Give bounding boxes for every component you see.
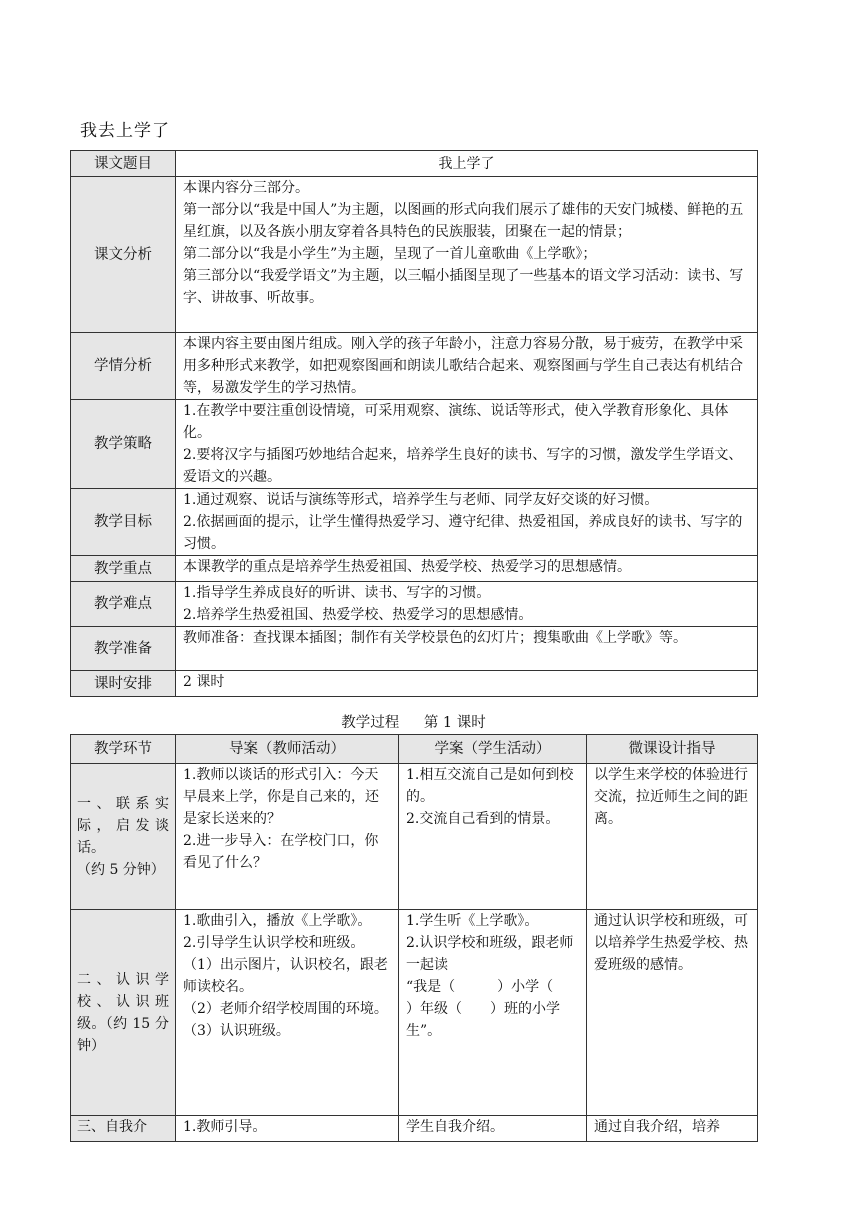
process-header-cell: 学案（学生活动） xyxy=(399,735,587,764)
info-row xyxy=(71,627,758,671)
info-row-line: 本课内容主要由图片组成。刚入学的孩子年龄小，注意力容易分散，易于疲劳，在教学中采用多种形式来教学，如把观察图画和朗读儿歌结合起来、观察图画与学生自己表达有机结合等，易激发学生的学习热情。 xyxy=(183,336,743,396)
info-row-label: 课文分析 xyxy=(71,177,176,333)
info-row-line: 第一部分以“我是中国人”为主题，以图画的形式向我们展示了雄伟的天安门城楼、鲜艳的五星红旗，以及各族小朋友穿着各具特色的民族服装，团聚在一起的情景； xyxy=(183,202,744,240)
info-row-content xyxy=(176,556,758,582)
info-row-line: 2 课时 xyxy=(183,674,225,690)
info-row-line: 2.要将汉字与插图巧妙地结合起来，培养学生良好的读书、写字的习惯，激发学生学语文、爱语文的兴趣。 xyxy=(183,447,743,485)
info-row-line: 1.指导学生养成良好的听讲、读书、写字的习惯。 xyxy=(183,585,491,601)
info-row-label: 教学重点 xyxy=(71,556,176,582)
process-guide-cell xyxy=(587,1116,758,1142)
info-row-line: 我上学了 xyxy=(438,155,495,172)
info-row-line: 2.培养学生热爱祖国、热爱学校、热爱学习的思想感情。 xyxy=(183,607,533,623)
process-teacher-line: 2.进一步导入：在学校门口，你看见了什么？ xyxy=(183,833,379,871)
process-student-cell xyxy=(399,764,587,910)
process-guide-line: 通过自我介绍，培养 xyxy=(594,1119,720,1135)
info-row-label: 教学目标 xyxy=(71,489,176,556)
info-row-content xyxy=(176,400,758,489)
process-teacher-line: 1.歌曲引入，播放《上学歌》。 xyxy=(183,913,372,929)
lesson-info-table xyxy=(70,150,758,697)
process-teacher-line: 2.引导学生认识学校和班级。 xyxy=(183,935,365,951)
process-student-line: 1.相互交流自己是如何到校的。 xyxy=(406,767,574,805)
info-row-content xyxy=(176,627,758,671)
process-student-line: 1.学生听《上学歌》。 xyxy=(406,913,539,929)
process-stage-line: （约 5 分钟） xyxy=(77,861,165,878)
process-student-line: “我是（ ）小学（ ）年级（ ）班的小学生”。 xyxy=(406,979,582,1039)
info-row-line: 第二部分以“我是小学生”为主题，呈现了一首儿童歌曲《上学歌》； xyxy=(183,246,597,262)
process-stage-cell xyxy=(71,910,176,1116)
info-row-line: 教师准备：查找课本插图；制作有关学校景色的幻灯片；搜集歌曲《上学歌》等。 xyxy=(183,630,687,646)
info-row-line: 第三部分以“我爱学语文”为主题，以三幅小插图呈现了一些基本的语文学习活动：读书、写字、讲故事、听故事。 xyxy=(183,268,744,306)
process-guide-line: 通过认识学校和班级，可以培养学生热爱学校、热爱班级的感情。 xyxy=(594,913,748,973)
info-row-content xyxy=(176,582,758,627)
info-row-line: 1.在教学中要注重创设情境，可采用观察、演练、说话等形式，使入学教育形象化、具体化。 xyxy=(183,403,729,441)
process-header-cell: 教学环节 xyxy=(71,735,176,764)
process-stage-line: 二、认识学校、认识班级。（约 15 分钟） xyxy=(77,971,169,1054)
info-row xyxy=(71,556,758,582)
process-teacher-cell xyxy=(176,1116,399,1142)
info-row-line: 本课内容分三部分。 xyxy=(183,180,309,196)
process-stage-line: 三、自我介 xyxy=(77,1119,147,1135)
process-teacher-line: （2）老师介绍学校周围的环境。 xyxy=(183,1001,388,1017)
process-stage-cell xyxy=(71,764,176,910)
info-row-label: 教学难点 xyxy=(71,582,176,627)
info-row xyxy=(71,151,758,177)
process-teacher-line: （1）出示图片，认识校名，跟老师读校名。 xyxy=(183,957,388,995)
info-row-line: 本课教学的重点是培养学生热爱祖国、热爱学校、热爱学习的思想感情。 xyxy=(183,559,631,575)
process-row xyxy=(71,910,758,1116)
info-row-content xyxy=(176,671,758,697)
process-stage-cell xyxy=(71,1116,176,1142)
process-guide-line: 以学生来学校的体验进行交流，拉近师生之间的距离。 xyxy=(594,767,748,827)
process-caption-period: 第 1 课时 xyxy=(423,715,486,731)
process-row xyxy=(71,1116,758,1142)
process-header-cell: 导案（教师活动） xyxy=(176,735,399,764)
info-row-label: 学情分析 xyxy=(71,333,176,400)
info-row-content xyxy=(176,489,758,556)
info-row xyxy=(71,400,758,489)
info-row-content xyxy=(176,151,758,177)
process-student-line: 2.认识学校和班级，跟老师一起读 xyxy=(406,935,574,973)
info-row xyxy=(71,671,758,697)
process-student-cell xyxy=(399,910,587,1116)
process-teacher-line: 1.教师引导。 xyxy=(183,1119,267,1135)
info-row xyxy=(71,489,758,556)
info-row xyxy=(71,177,758,333)
teaching-process-table xyxy=(70,734,758,1142)
process-teacher-line: （3）认识班级。 xyxy=(183,1023,290,1039)
process-teacher-line: 1.教师以谈话的形式引入：今天早晨来上学，你是自己来的，还是家长送来的？ xyxy=(183,767,379,827)
process-row xyxy=(71,764,758,910)
info-row-line: 1.通过观察、说话与演练等形式，培养学生与老师、同学友好交谈的好习惯。 xyxy=(183,492,659,508)
info-row xyxy=(71,333,758,400)
page-title: 我去上学了 xyxy=(80,121,170,141)
process-header-cell: 微课设计指导 xyxy=(587,735,758,764)
process-stage-line: 一、联系实际，启发谈话。 xyxy=(77,795,169,856)
info-row-label: 课时安排 xyxy=(71,671,176,697)
process-caption-title: 教学过程 xyxy=(341,715,400,731)
info-row-content xyxy=(176,177,758,333)
info-row-label: 课文题目 xyxy=(71,151,176,177)
info-row-content xyxy=(176,333,758,400)
process-header-row xyxy=(71,735,758,764)
process-student-line: 2.交流自己看到的情景。 xyxy=(406,811,560,827)
info-row-label: 教学准备 xyxy=(71,627,176,671)
process-student-cell xyxy=(399,1116,587,1142)
process-teacher-cell xyxy=(176,764,399,910)
info-row-label: 教学策略 xyxy=(71,400,176,489)
info-row-line: 2.依据画面的提示，让学生懂得热爱学习、遵守纪律、热爱祖国，养成良好的读书、写字的习惯。 xyxy=(183,514,743,552)
process-guide-cell xyxy=(587,910,758,1116)
info-row xyxy=(71,582,758,627)
process-student-line: 学生自我介绍。 xyxy=(406,1119,504,1135)
process-caption xyxy=(70,711,757,732)
process-guide-cell xyxy=(587,764,758,910)
process-teacher-cell xyxy=(176,910,399,1116)
